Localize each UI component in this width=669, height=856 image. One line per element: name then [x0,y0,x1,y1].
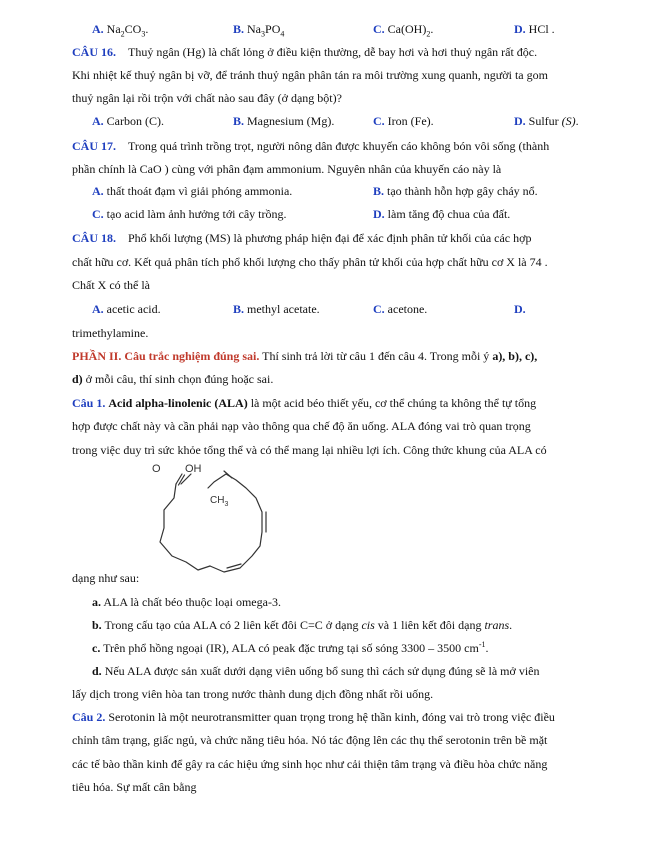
ala-skeletal-structure [148,458,278,582]
q16-option-c: C. Iron (Fe). [373,114,434,128]
q15-option-c: C. $Ca(OH)_2$. [373,22,434,39]
q17-line-1: CÂU 17. Trong quá trình trồng trọt, người nông dân được khuyến cáo không bón vôi sống (thành [72,139,550,153]
q15-option-d: D. HCl . [514,22,555,36]
ala-hydroxyl-label: OH [185,463,202,475]
q16-line-3: thuỷ ngân lại rồi trộn với chất nào sau đây (ở dạng bột)? [72,91,342,105]
q15-option-a: A. $Na_2CO_3$. [92,22,149,39]
c1-line-2: hợp được chất này và cần phải nạp vào thông qua chế độ ăn uống. ALA đóng vai trò quan trọng [72,419,531,433]
c2-line-1: Câu 2. Serotonin là một neurotransmitter quan trọng trong hệ thần kinh, đóng vai trò trong việc điều [72,710,555,724]
q16-option-d: D. Sulfur (S). [514,114,579,128]
c1-item-d-line-2: lấy dịch trong viên hòa tan trong nước thành dung dịch đồng nhất rồi uống. [72,687,434,701]
q18-option-b: B. methyl acetate. [233,302,320,316]
ala-methyl-label: $CH_3$ [210,495,229,508]
q18-option-c: C. acetone. [373,302,428,316]
part2-heading-line-1: PHẦN II. Câu trắc nghiệm đúng sai. Thí sinh trả lời từ câu 1 đến câu 4. Trong mỗi ý a), b), c), [72,349,538,363]
q17-option-c: C. tạo acid làm ảnh hưởng tới cây trồng. [92,207,287,221]
q17-option-b: B. tạo thành hỗn hợp gây cháy nổ. [373,184,538,198]
q17-option-a: A. thất thoát đạm vì giải phóng ammonia. [92,184,293,198]
c1-line-3: trong việc duy trì sức khỏe tổng thể và có thể mang lại nhiều lợi ích. Công thức khung của ALA có [72,443,547,457]
q18-option-d: D. [514,302,526,316]
c1-line-4: dạng như sau: [72,571,140,585]
q15-option-b: B. $Na_3PO_4$ [233,22,285,39]
q18-line-3: Chất X có thể là [72,278,150,292]
q18-line-1: CÂU 18. Phổ khối lượng (MS) là phương pháp hiện đại để xác định phân tử khối của các hợp [72,231,532,245]
q18-option-a: A. acetic acid. [92,302,161,316]
c2-line-2: chỉnh tâm trạng, giấc ngủ, và chức năng tiêu hóa. Nó tác động lên các thụ thể serotonin trên bề mặt [72,733,548,747]
q16-option-b: B. Magnesium (Mg). [233,114,335,128]
q16-line-2: Khi nhiệt kế thuỷ ngân bị vỡ, để tránh thuỷ ngân phân tán ra môi trường xung quanh, người ta gom [72,68,548,82]
c1-item-b: b. Trong cấu tạo của ALA có 2 liên kết đôi C=C ở dạng cis và 1 liên kết đôi dạng trans. [92,618,513,632]
c1-item-a: a. ALA là chất béo thuộc loại omega-3. [92,595,281,609]
q18-option-d-text: trimethylamine. [72,326,149,340]
q17-line-2: phần chính là CaO ) cùng với phân đạm ammonium. Nguyên nhân của khuyến cáo này là [72,162,502,176]
ala-oxygen-label: O [152,463,161,475]
c1-item-c: c. Trên phổ hồng ngoại (IR), ALA có peak đặc trưng tại số sóng 3300 – 3500 $cm^{-1}$. [92,640,489,655]
q18-line-2: chất hữu cơ. Kết quả phân tích phổ khối lượng cho thấy phân tử khối của hợp chất hữu cơ X là 74 . [72,255,548,269]
c1-item-d: d. Nếu ALA được sản xuất dưới dạng viên uống bổ sung thì cách sử dụng đúng sẽ là mở viên [92,664,540,678]
c2-line-3: các tế bào thần kinh để gây ra các hiệu ứng sinh học như cải thiện tâm trạng và điều hòa chức năng [72,757,548,771]
q17-option-d: D. làm tăng độ chua của đất. [373,207,511,221]
part2-heading-line-2: d) ở mỗi câu, thí sinh chọn đúng hoặc sai. [72,372,274,386]
q16-option-a: A. Carbon (C). [92,114,164,128]
q16-line-1: CÂU 16. Thuỷ ngân (Hg) là chất lỏng ở điều kiện thường, dễ bay hơi và hơi thuỷ ngân rất độc. [72,45,538,59]
c2-line-4: tiêu hóa. Sự mất cân bằng [72,780,197,794]
c1-line-1: Câu 1. Acid alpha-linolenic (ALA) là một acid béo thiết yếu, cơ thể chúng ta không thể tự tổng [72,396,537,410]
